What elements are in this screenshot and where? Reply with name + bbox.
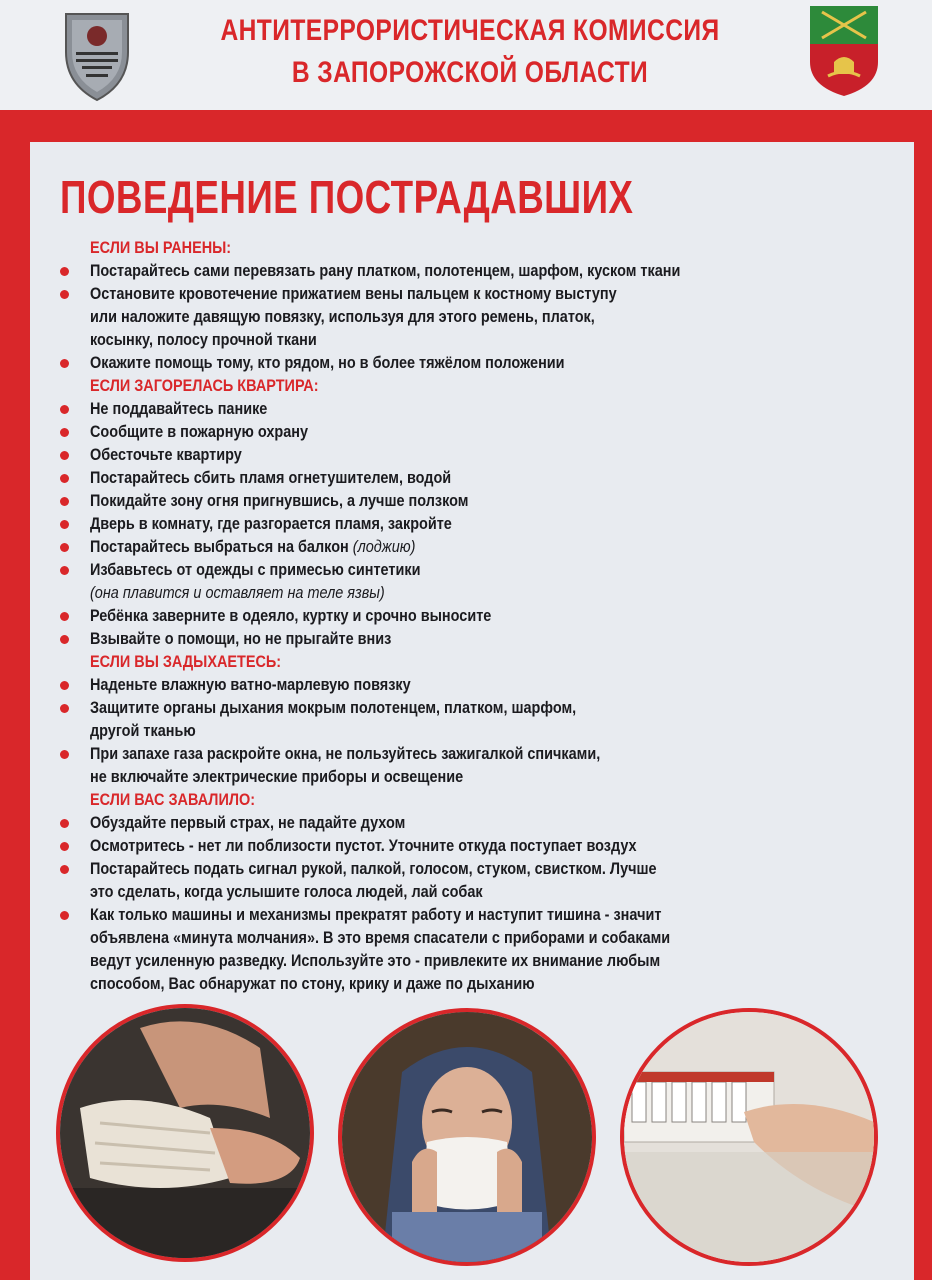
section-heading-buried: ЕСЛИ ВАС ЗАВАЛИЛО:	[90, 790, 256, 809]
bullet-icon	[60, 267, 69, 276]
person-covering-face-photo	[338, 1008, 596, 1266]
list-item: Избавьтесь от одежды с примесью синтетики (она плавится и оставляет на теле язвы)	[60, 558, 840, 604]
bullet-icon	[60, 750, 69, 759]
shield-emblem-icon	[62, 6, 132, 102]
header	[0, 0, 932, 110]
bullet-icon	[60, 566, 69, 575]
list-item: Дверь в комнату, где разгорается пламя, закройте	[60, 512, 840, 535]
bullet-icon	[60, 612, 69, 621]
list-item: Постарайтесь сами перевязать рану платком, полотенцем, шарфом, куском ткани	[60, 259, 840, 282]
section-heading-wounded: ЕСЛИ ВЫ РАНЕНЫ:	[90, 238, 232, 257]
header-title-line2: В ЗАПОРОЖСКОЙ ОБЛАСТИ	[291, 56, 649, 89]
bullet-icon	[60, 681, 69, 690]
bullet-icon	[60, 451, 69, 460]
bullet-icon	[60, 704, 69, 713]
list-item: Покидайте зону огня пригнувшись, а лучше ползком	[60, 489, 840, 512]
instructions	[60, 236, 840, 995]
switch-off-electricity-photo	[620, 1008, 878, 1266]
bullet-icon	[60, 865, 69, 874]
coat-of-arms-icon	[806, 2, 882, 98]
list-item: Обуздайте первый страх, не падайте духом	[60, 811, 840, 834]
bullet-icon	[60, 405, 69, 414]
section-heading-suffocating: ЕСЛИ ВЫ ЗАДЫХАЕТЕСЬ:	[90, 652, 282, 671]
page-title: ПОВЕДЕНИЕ ПОСТРАДАВШИХ	[60, 171, 634, 223]
list-item: Остановите кровотечение прижатием вены пальцем к костному выступу или наложите давящую повязку, используя для этого ремень, платок, косынку, полосу прочной ткани	[60, 282, 840, 351]
header-title	[208, 10, 733, 94]
list-item: Окажите помощь тому, кто рядом, но в более тяжёлом положении	[60, 351, 840, 374]
bullet-icon	[60, 497, 69, 506]
bullet-icon	[60, 290, 69, 299]
list-item: Постарайтесь выбраться на балкон (лоджию)	[60, 535, 840, 558]
list-item: Взывайте о помощи, но не прыгайте вниз	[60, 627, 840, 650]
list-item: Сообщите в пожарную охрану	[60, 420, 840, 443]
bullet-icon	[60, 819, 69, 828]
bullet-icon	[60, 842, 69, 851]
list-item: Не поддавайтесь панике	[60, 397, 840, 420]
bullet-icon	[60, 543, 69, 552]
list-item: Постарайтесь сбить пламя огнетушителем, водой	[60, 466, 840, 489]
header-title-line1: АНТИТЕРРОРИСТИЧЕСКАЯ КОМИССИЯ	[220, 14, 720, 47]
bullet-icon	[60, 635, 69, 644]
list-item: Как только машины и механизмы прекратят работу и наступит тишина - значит объявлена «минута молчания». В это время спасатели с приборами и собаками ведут усиленную разведку. Используйте это - привлеките их внимание любым способом, Вас обнаружат по стону, крику и даже по дыханию	[60, 903, 840, 995]
list-item: Наденьте влажную ватно-марлевую повязку	[60, 673, 840, 696]
list-item: Обесточьте квартиру	[60, 443, 840, 466]
bullet-icon	[60, 359, 69, 368]
bullet-icon	[60, 428, 69, 437]
list-item: При запахе газа раскройте окна, не пользуйтесь зажигалкой спичками, не включайте электрические приборы и освещение	[60, 742, 840, 788]
list-item: Постарайтесь подать сигнал рукой, палкой, голосом, стуком, свистком. Лучше это сделать, когда услышите голоса людей, лай собак	[60, 857, 840, 903]
bullet-icon	[60, 911, 69, 920]
list-item: Осмотритесь - нет ли поблизости пустот. Уточните откуда поступает воздух	[60, 834, 840, 857]
bullet-icon	[60, 474, 69, 483]
section-heading-fire: ЕСЛИ ЗАГОРЕЛАСЬ КВАРТИРА:	[90, 376, 319, 395]
list-item: Защитите органы дыхания мокрым полотенцем, платком, шарфом, другой тканью	[60, 696, 840, 742]
bullet-icon	[60, 520, 69, 529]
list-item: Ребёнка заверните в одеяло, куртку и срочно выносите	[60, 604, 840, 627]
bandaged-foot-photo	[56, 1004, 314, 1262]
